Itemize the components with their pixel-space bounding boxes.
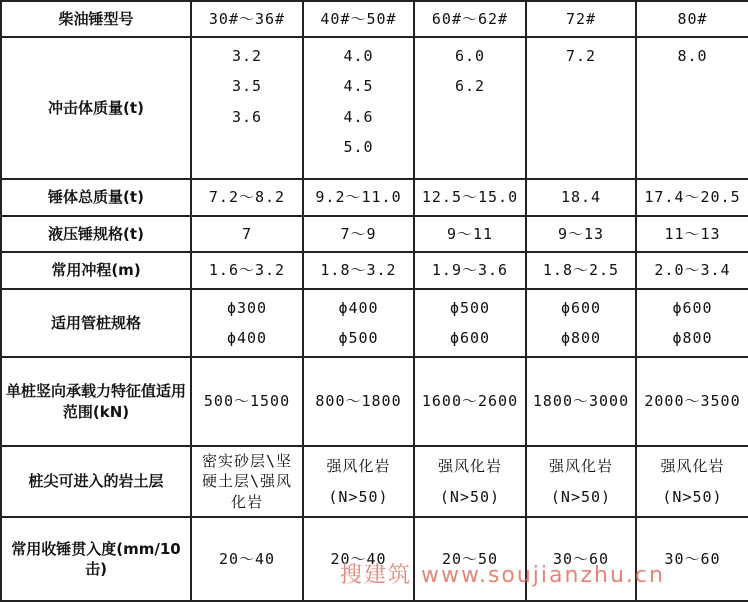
cell-value: 3.6: [231, 107, 263, 126]
cell-value: 3.2: [231, 47, 263, 65]
cell-value: 9.2～11.0: [315, 188, 402, 207]
row-label: 液压锤规格(t): [1, 216, 191, 252]
cell-value: ϕ800: [672, 329, 713, 347]
header-row: [1, 1, 748, 37]
cell-value: 1.9～3.6: [431, 261, 509, 280]
column-header: 80#: [636, 1, 748, 37]
row-label: 柴油锤型号: [1, 1, 191, 37]
row-label: 常用收锤贯入度(mm/10击): [1, 517, 191, 601]
table-row: [1, 289, 748, 357]
table-cell: [303, 216, 414, 252]
cell-values: [419, 46, 521, 97]
cell-value: 800～1800: [315, 392, 402, 411]
cell-values: [308, 260, 409, 280]
table-cell: [526, 446, 636, 517]
cell-value: 30～60: [664, 549, 721, 568]
table-cell: [191, 252, 303, 289]
table-cell: [191, 37, 303, 179]
cell-value: (N>50): [550, 487, 612, 506]
cell-value: ϕ600: [449, 329, 491, 347]
column-header: 72#: [526, 1, 636, 37]
cell-values: [641, 456, 744, 507]
row-label: 锤体总质量(t): [1, 179, 191, 216]
cell-value: ϕ600: [560, 298, 602, 317]
table-cell: [636, 289, 748, 357]
cell-value: 3.5: [231, 77, 263, 96]
cell-value: 11～13: [664, 224, 721, 243]
cell-value: (N>50): [662, 487, 723, 506]
cell-value: 20～40: [330, 549, 387, 568]
table-cell: [414, 289, 526, 357]
table-cell: [414, 37, 526, 179]
cell-value: ϕ400: [338, 298, 379, 317]
cell-value: 18.4: [560, 188, 602, 207]
table-cell: [191, 216, 303, 252]
cell-values: [531, 224, 631, 244]
cell-value: ϕ600: [672, 298, 713, 317]
cell-values: [196, 224, 298, 244]
table-cell: [636, 252, 748, 289]
table-cell: [636, 37, 748, 179]
cell-value: 2.0～3.4: [654, 261, 731, 280]
cell-values: [419, 260, 521, 280]
table-cell: [526, 289, 636, 357]
cell-value: ϕ300: [226, 298, 268, 317]
cell-values: [531, 298, 631, 349]
cell-value: 17.4～20.5: [644, 188, 741, 207]
cell-values: [308, 456, 409, 507]
cell-values: [641, 46, 744, 66]
table-cell: [526, 37, 636, 179]
cell-value: 强风化岩: [548, 457, 613, 476]
table-cell: [191, 446, 303, 517]
table-cell: [414, 357, 526, 446]
cell-value: 4.0: [343, 47, 374, 65]
cell-value: (N>50): [328, 487, 389, 506]
cell-value: 强风化岩: [437, 457, 502, 476]
cell-value: 4.5: [343, 77, 374, 96]
cell-values: [641, 391, 744, 411]
cell-values: [308, 298, 409, 349]
cell-values: [641, 298, 744, 349]
cell-value: 1800～3000: [532, 392, 630, 411]
cell-value: 20～50: [441, 549, 499, 568]
cell-value: 20～40: [218, 549, 276, 568]
cell-value: 2000～3500: [644, 392, 741, 411]
table-cell: [526, 216, 636, 252]
cell-value: ϕ500: [338, 329, 379, 347]
row-label: 桩尖可进入的岩土层: [1, 446, 191, 517]
cell-values: [531, 260, 631, 280]
cell-values: [419, 187, 521, 207]
cell-value: 7: [241, 224, 253, 243]
watermark: 搜建筑 www.soujianzhu.cn: [340, 563, 665, 588]
table-row: [1, 179, 748, 216]
table-cell: [414, 446, 526, 517]
cell-value: 9～11: [446, 224, 494, 243]
table-cell: [303, 37, 414, 179]
table-cell: [191, 289, 303, 357]
cell-value: (N>50): [439, 487, 501, 506]
column-header: 60#～62#: [414, 1, 526, 37]
cell-value: 8.0: [677, 47, 708, 65]
cell-value: ϕ500: [449, 298, 491, 317]
cell-value: 6.0: [454, 47, 486, 65]
column-header: 40#～50#: [303, 1, 414, 37]
table-cell: [414, 216, 526, 252]
table-cell: [636, 179, 748, 216]
cell-values: [308, 46, 409, 157]
table-row: [1, 37, 748, 179]
table-cell: [636, 357, 748, 446]
cell-value: 30～60: [552, 549, 610, 568]
table-cell: [526, 179, 636, 216]
cell-values: [196, 46, 298, 127]
row-label: 适用管桩规格: [1, 289, 191, 357]
cell-value: 500～1500: [203, 392, 291, 411]
cell-values: [308, 391, 409, 411]
cell-values: [196, 260, 298, 280]
cell-value: 1600～2600: [421, 392, 519, 411]
cell-values: [531, 456, 631, 507]
cell-values: [196, 187, 298, 207]
table-cell: [414, 252, 526, 289]
cell-values: [196, 298, 298, 349]
cell-values: [419, 298, 521, 349]
cell-value: ϕ800: [560, 329, 602, 347]
table-cell: [191, 179, 303, 216]
cell-value: 12.5～15.0: [421, 188, 519, 207]
cell-value: 强风化岩: [326, 457, 391, 476]
cell-value: 7.2～8.2: [208, 188, 286, 207]
cell-value: 1.8～3.2: [320, 261, 397, 280]
table-cell: [191, 517, 303, 601]
cell-value: 5.0: [343, 137, 374, 156]
table-cell: [636, 216, 748, 252]
column-header: 30#～36#: [191, 1, 303, 37]
table-cell: [303, 446, 414, 517]
cell-values: [531, 46, 631, 66]
cell-values: [196, 549, 298, 569]
cell-value: 1.8～2.5: [542, 261, 620, 280]
cell-values: [196, 451, 298, 512]
cell-value: 强风化岩: [660, 457, 725, 476]
table-cell: [414, 179, 526, 216]
cell-value: ϕ400: [226, 329, 268, 347]
cell-values: [641, 224, 744, 244]
cell-value: 4.6: [343, 107, 374, 126]
cell-values: [308, 224, 409, 244]
cell-values: [531, 391, 631, 411]
cell-value: 6.2: [454, 77, 486, 96]
table-cell: [303, 252, 414, 289]
table-cell: [303, 357, 414, 446]
cell-value: 密实砂层\坚硬土层\强风化岩: [201, 452, 293, 511]
table-cell: [526, 252, 636, 289]
table-row: [1, 357, 748, 446]
cell-values: [419, 456, 521, 507]
cell-values: [308, 187, 409, 207]
table-row: [1, 446, 748, 517]
cell-value: 1.6～3.2: [208, 261, 286, 280]
cell-values: [531, 187, 631, 207]
table-cell: [191, 357, 303, 446]
row-label: 单桩竖向承载力特征值适用范围(kN): [1, 357, 191, 446]
table-cell: [303, 179, 414, 216]
cell-values: [641, 187, 744, 207]
row-label: 冲击体质量(t): [1, 37, 191, 179]
table-cell: [303, 289, 414, 357]
table-row: [1, 252, 748, 289]
cell-values: [641, 260, 744, 280]
cell-values: [196, 391, 298, 411]
cell-values: [419, 224, 521, 244]
row-label: 常用冲程(m): [1, 252, 191, 289]
cell-value: 7.2: [565, 47, 597, 65]
table-row: [1, 216, 748, 252]
cell-values: [419, 391, 521, 411]
table-cell: [526, 357, 636, 446]
cell-value: 7～9: [340, 224, 377, 243]
table-cell: [636, 446, 748, 517]
cell-value: 9～13: [557, 224, 605, 243]
